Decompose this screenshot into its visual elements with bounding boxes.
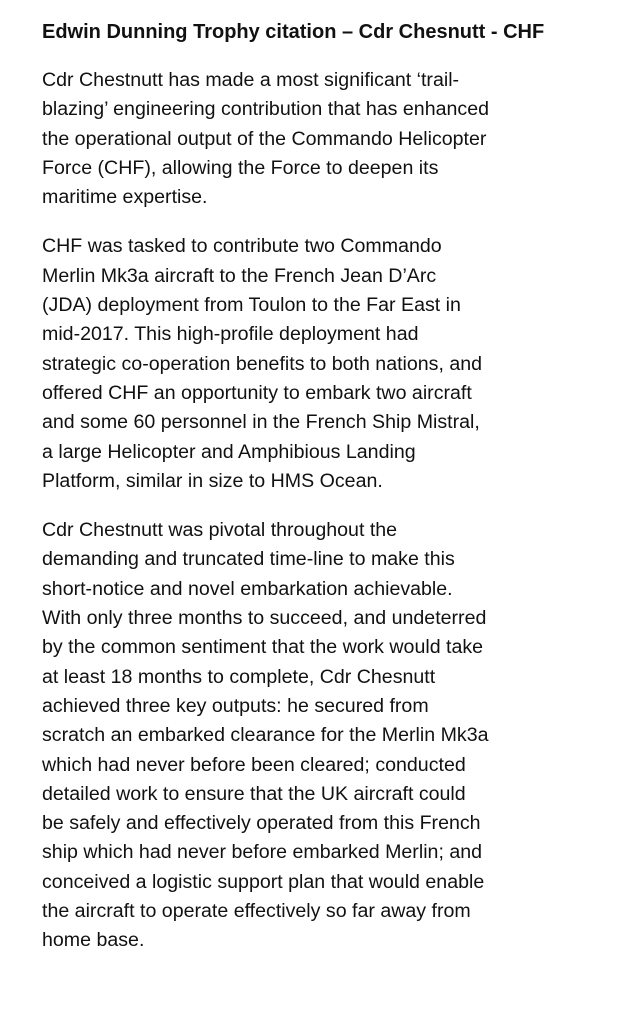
paragraph-deployment: CHF was tasked to contribute two Commando Merlin Mk3a aircraft to the French Jean D’Arc (JDA) deployment from Toulon to the Far East in mid-2017. This high-profile deployment had strategic co-operation benefits to both nations, and offered CHF an opportunity to embark two aircraft and some 60 personnel in the French Ship Mistral, a large Helicopter and Amphibious Landing Platform, similar in size to HMS Ocean. [42, 235, 483, 492]
paragraph-achievements: Cdr Chestnutt was pivotal throughout the demanding and truncated time-line to make this short-notice and novel embarkation achievable. With only three months to succeed, and undeterred by the common sentiment that the work would take at least 18 months to complete, Cdr Chesnutt achieved three key outputs: he secured from scratch an embarked clearance for the Merlin Mk3a which had never before been cleared; conducted detailed work to ensure that the UK aircraft could be safely and effectively operated from this French ship which had never before embarked Merlin; and conceived a logistic support plan that would enable the aircraft to operate effectively so far away from home base. [42, 519, 489, 952]
paragraph-intro: Cdr Chestnutt has made a most significant ‘trail- blazing’ engineering contribution that has enhanced the operational output of the Commando Helicopter Force (CHF), allowing the Force to deepen its maritime expertise. [42, 69, 489, 209]
citation-document [42, 18, 602, 976]
document-title: Edwin Dunning Trophy citation – Cdr Chesnutt - CHF [42, 21, 545, 43]
